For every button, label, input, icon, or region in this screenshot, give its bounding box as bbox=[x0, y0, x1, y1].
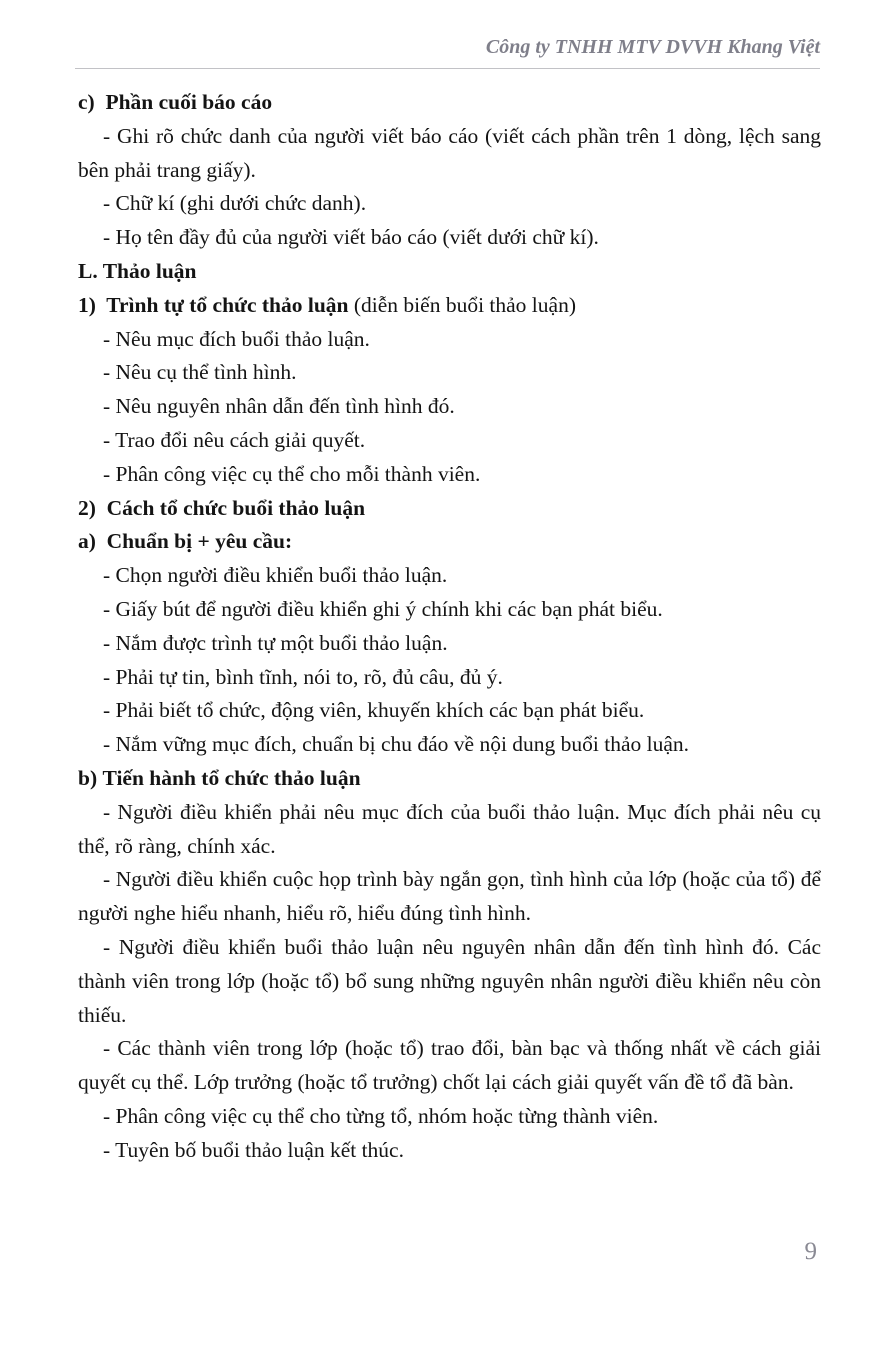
list-item bbox=[78, 120, 821, 188]
heading-bold-text: b) Tiến hành tổ chức thảo luận bbox=[78, 765, 361, 790]
list-item bbox=[78, 1100, 821, 1134]
page-header bbox=[75, 36, 820, 69]
company-header-text: Công ty TNHH MTV DVVH Khang Việt bbox=[485, 36, 820, 58]
section-heading bbox=[78, 492, 821, 526]
list-item bbox=[78, 458, 821, 492]
list-item bbox=[78, 187, 821, 221]
document-body bbox=[78, 86, 821, 1168]
paragraph-text: - Ghi rõ chức danh của người viết báo cáo (viết cách phần trên 1 dòng, lệch sang bên phải trang giấy). bbox=[78, 123, 821, 182]
paragraph-text: - Nêu cụ thể tình hình. bbox=[103, 360, 297, 385]
paragraph-text: - Chữ kí (ghi dưới chức danh). bbox=[103, 191, 367, 216]
section-heading bbox=[78, 762, 821, 796]
page-number: 9 bbox=[804, 1238, 817, 1265]
list-item bbox=[78, 323, 821, 357]
paragraph-text: - Nắm được trình tự một buổi thảo luận. bbox=[103, 630, 448, 655]
section-heading bbox=[78, 525, 821, 559]
section-heading bbox=[78, 289, 821, 323]
paragraph-text: - Phân công việc cụ thể cho mỗi thành viên. bbox=[103, 461, 481, 486]
heading-bold-text: a) Chuẩn bị + yêu cầu: bbox=[78, 529, 293, 554]
paragraph-text: - Chọn người điều khiển buổi thảo luận. bbox=[103, 563, 448, 588]
list-item bbox=[78, 1134, 821, 1168]
section-heading bbox=[78, 255, 821, 289]
paragraph-text: - Người điều khiển buổi thảo luận nêu nguyên nhân dẫn đến tình hình đó. Các thành viên trong lớp (hoặc tổ) bổ sung những nguyên nhân người điều khiển nêu còn thiếu. bbox=[78, 934, 821, 1027]
paragraph-text: - Các thành viên trong lớp (hoặc tổ) trao đổi, bàn bạc và thống nhất về cách giải quyết cụ thể. Lớp trưởng (hoặc tổ trưởng) chốt lại cách giải quyết vấn đề tổ đã bàn. bbox=[78, 1036, 821, 1095]
paragraph-text: - Phải tự tin, bình tĩnh, nói to, rõ, đủ câu, đủ ý. bbox=[103, 664, 503, 689]
list-item bbox=[78, 593, 821, 627]
list-item bbox=[78, 694, 821, 728]
paragraph-text: - Tuyên bố buổi thảo luận kết thúc. bbox=[103, 1137, 404, 1162]
list-item bbox=[78, 390, 821, 424]
paragraph-text: - Họ tên đầy đủ của người viết báo cáo (viết dưới chữ kí). bbox=[103, 225, 599, 250]
list-item bbox=[78, 863, 821, 931]
section-heading bbox=[78, 86, 821, 120]
paragraph-text: - Trao đổi nêu cách giải quyết. bbox=[103, 427, 366, 452]
list-item bbox=[78, 661, 821, 695]
paragraph-text: - Người điều khiển phải nêu mục đích của buổi thảo luận. Mục đích phải nêu cụ thể, rõ ràng, chính xác. bbox=[78, 799, 821, 858]
list-item bbox=[78, 559, 821, 593]
heading-bold-text: c) Phần cuối báo cáo bbox=[78, 90, 273, 114]
paragraph-text: (diễn biến buổi thảo luận) bbox=[348, 292, 576, 317]
list-item bbox=[78, 627, 821, 661]
heading-bold-text: 2) Cách tổ chức buổi thảo luận bbox=[78, 495, 366, 520]
paragraph-text: - Giấy bút để người điều khiển ghi ý chính khi các bạn phát biểu. bbox=[103, 596, 663, 621]
list-item bbox=[78, 728, 821, 762]
paragraph-text: - Nêu nguyên nhân dẫn đến tình hình đó. bbox=[103, 394, 455, 419]
heading-bold-text: L. Thảo luận bbox=[78, 258, 197, 283]
list-item bbox=[78, 1032, 821, 1100]
list-item bbox=[78, 796, 821, 864]
paragraph-text: - Nêu mục đích buổi thảo luận. bbox=[103, 326, 370, 351]
list-item bbox=[78, 931, 821, 1032]
list-item bbox=[78, 221, 821, 255]
paragraph-text: - Phân công việc cụ thể cho từng tổ, nhóm hoặc từng thành viên. bbox=[103, 1103, 659, 1128]
list-item bbox=[78, 424, 821, 458]
paragraph-text: - Người điều khiển cuộc họp trình bày ngắn gọn, tình hình của lớp (hoặc của tổ) để người nghe hiểu nhanh, hiểu rõ, hiểu đúng tình hình. bbox=[78, 867, 821, 926]
paragraph-text: - Phải biết tổ chức, động viên, khuyến khích các bạn phát biểu. bbox=[103, 698, 645, 723]
heading-bold-text: 1) Trình tự tổ chức thảo luận bbox=[78, 292, 349, 317]
paragraph-text: - Nắm vững mục đích, chuẩn bị chu đáo về nội dung buổi thảo luận. bbox=[103, 732, 690, 757]
list-item bbox=[78, 356, 821, 390]
